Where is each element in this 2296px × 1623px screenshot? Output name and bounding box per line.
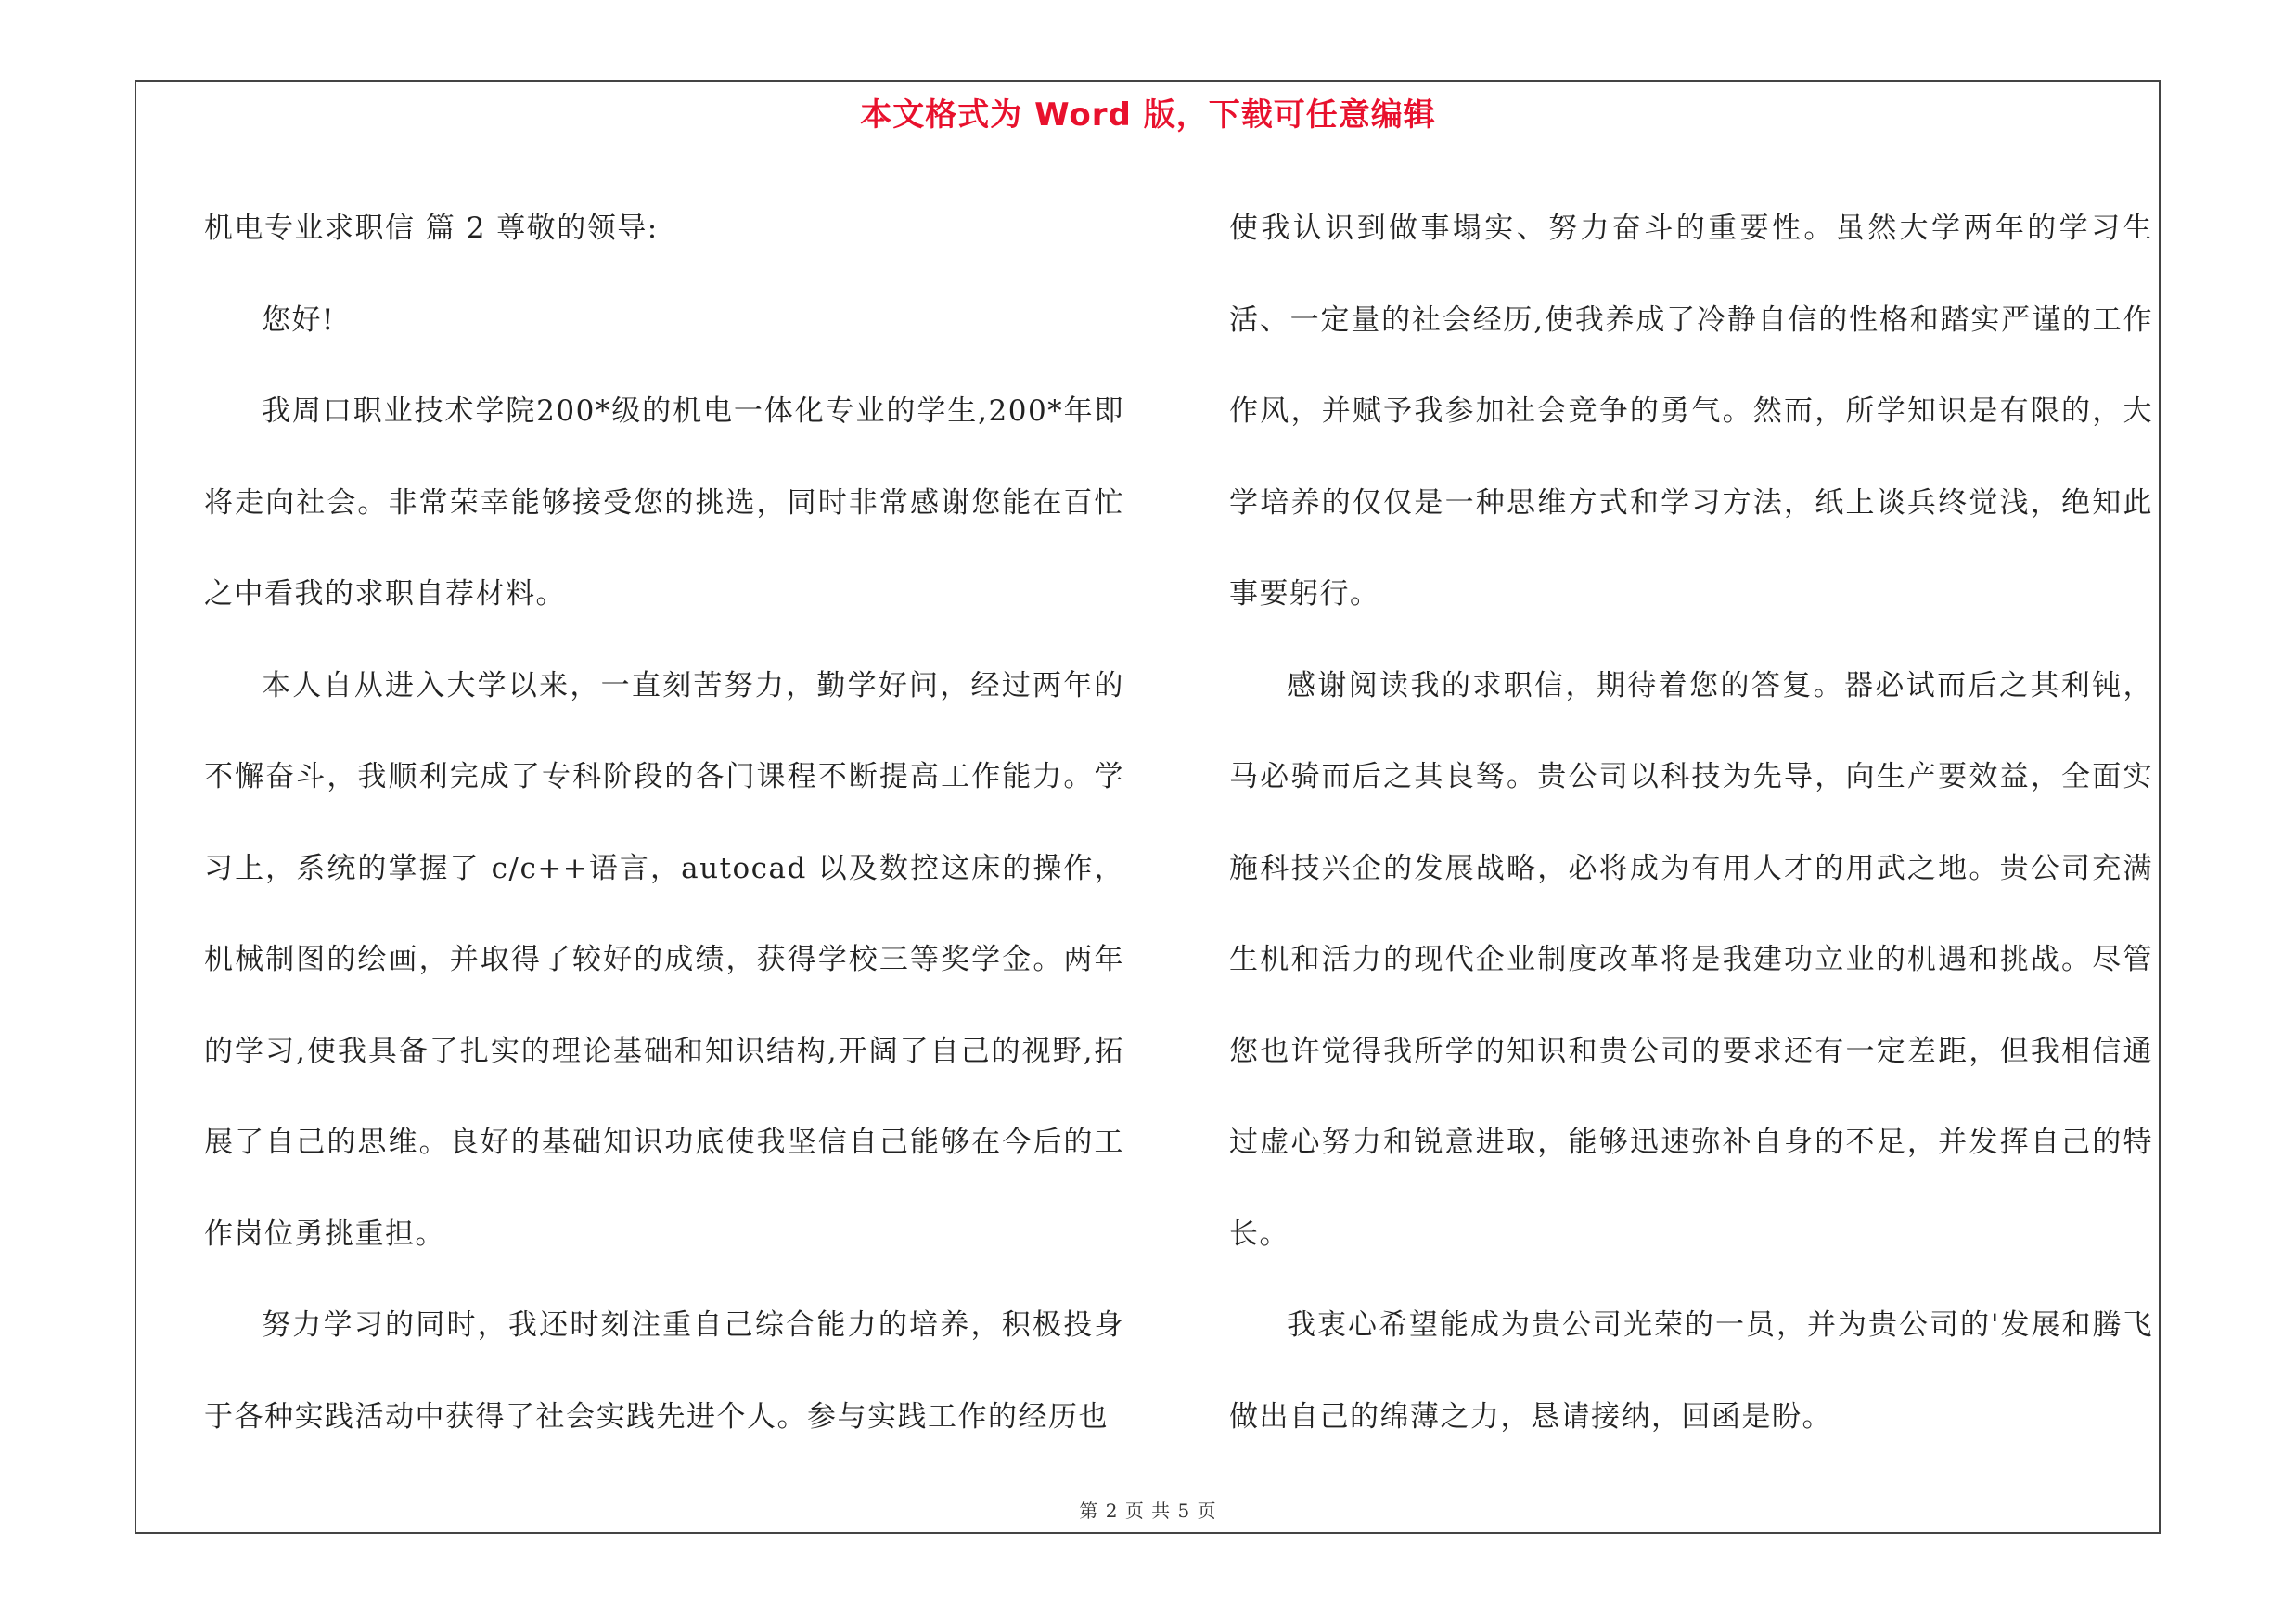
- page-number: 第 2 页 共 5 页: [1079, 1500, 1217, 1522]
- left-column: [204, 183, 1124, 1462]
- paragraph-practice-continued: 使我认识到做事塌实、努力奋斗的重要性。虽然大学两年的学习生活、一定量的社会经历,使我养成了冷静自信的性格和踏实严谨的工作作风，并赋予我参加社会竞争的勇气。然而，所学知识是有限的，大学培养的仅仅是一种思维方式和学习方法，纸上谈兵终觉浅，绝知此事要躬行。: [1229, 212, 2153, 611]
- greeting: 您好!: [262, 303, 335, 337]
- format-notice-banner: 本文格式为 Word 版，下载可任意编辑: [860, 97, 1436, 134]
- paragraph-practice: 努力学习的同时，我还时刻注重自己综合能力的培养，积极投身于各种实践活动中获得了社会实践先进个人。参与实践工作的经历也: [204, 1308, 1124, 1434]
- paragraph-introduction: 我周口职业技术学院200*级的机电一体化专业的学生,200*年即将走向社会。非常荣幸能够接受您的挑选，同时非常感谢您能在百忙之中看我的求职自荐材料。: [204, 394, 1124, 611]
- right-column: [1229, 183, 2153, 1462]
- letter-heading: 机电专业求职信 篇 2 尊敬的领导:: [204, 212, 659, 245]
- paragraph-closing: 我衷心希望能成为贵公司光荣的一员，并为贵公司的'发展和腾飞做出自己的绵薄之力，恳请接纳，回函是盼。: [1229, 1308, 2153, 1434]
- paragraph-education: 本人自从进入大学以来，一直刻苦努力，勤学好问，经过两年的不懈奋斗，我顺利完成了专科阶段的各门课程不断提高工作能力。学习上，系统的掌握了 c/c++语言，autocad 以及数控这床的操作，机械制图的绘画，并取得了较好的成绩，获得学校三等奖学金。两年的学习,使我具备了扎实的理论基础和知识结构,开阔了自己的视野,拓展了自己的思维。良好的基础知识功底使我坚信自己能够在今后的工作岗位勇挑重担。: [204, 668, 1124, 1251]
- paragraph-company: 感谢阅读我的求职信，期待着您的答复。器必试而后之其利钝，马必骑而后之其良驽。贵公司以科技为先导，向生产要效益，全面实施科技兴企的发展战略，必将成为有用人才的用武之地。贵公司充满生机和活力的现代企业制度改革将是我建功立业的机遇和挑战。尽管您也许觉得我所学的知识和贵公司的要求还有一定差距，但我相信通过虚心努力和锐意进取，能够迅速弥补自身的不足，并发挥自己的特长。: [1229, 668, 2153, 1251]
